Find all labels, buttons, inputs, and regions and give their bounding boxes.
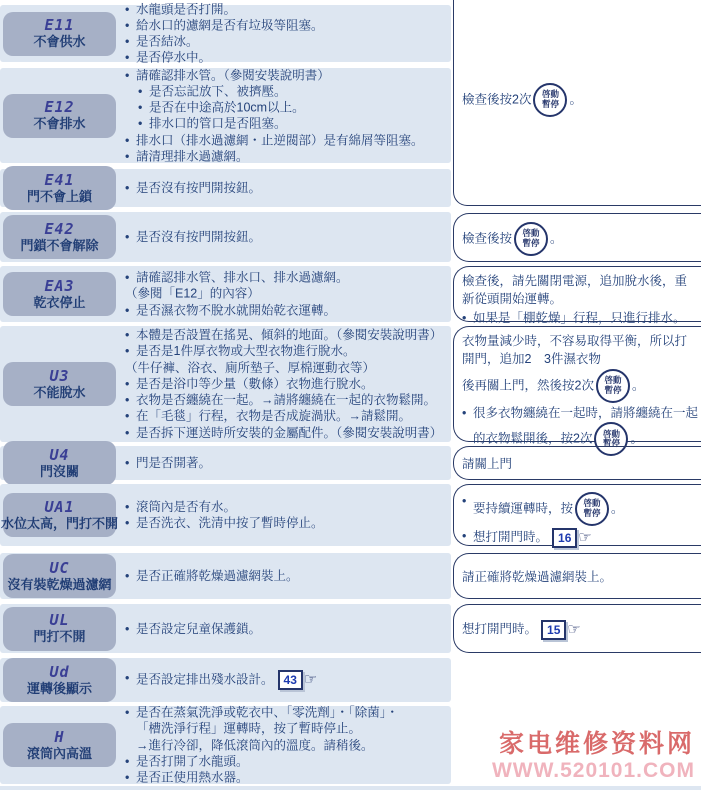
symptom-line: • 滾筒內是否有水。 <box>125 499 447 515</box>
symptom-line: • 是否正確將乾燥過濾網裝上。 <box>125 568 447 584</box>
error-code: Ud <box>49 662 70 681</box>
error-code-label: 門不會上鎖 <box>26 188 92 204</box>
page-ref-badge <box>541 619 581 641</box>
error-code-box <box>3 166 116 210</box>
error-row <box>0 169 451 207</box>
action-cell <box>453 0 701 206</box>
start-pause-button-icon: 啓動 暫停 <box>594 422 628 456</box>
error-code-box <box>3 658 116 702</box>
error-code: E42 <box>44 219 75 238</box>
error-row <box>0 553 451 599</box>
start-pause-button-icon: 啓動 暫停 <box>514 222 548 256</box>
error-code: UL <box>49 611 70 630</box>
symptom-line: • 是否設定兒童保護鎖。 <box>125 620 447 636</box>
error-code-label: 運轉後顯示 <box>26 680 92 696</box>
symptom-line: • 在「毛毯」行程，衣物是否成旋渦狀。→請鬆開。 <box>125 408 447 424</box>
pointing-hand-icon: ☞ <box>578 529 592 546</box>
action-cell-content <box>454 614 583 644</box>
error-code: E11 <box>44 16 75 35</box>
error-code-label: 不會供水 <box>33 34 86 50</box>
action-line: 請正確將乾燥過濾網裝上。 <box>462 569 613 584</box>
symptom-line: • 是否正使用熱水器。 <box>125 769 447 785</box>
error-code-label: 門鎖不會解除 <box>20 237 99 253</box>
pointing-hand-icon: ☞ <box>567 620 581 638</box>
action-cell <box>453 553 701 599</box>
page-ref-number: 16 <box>552 528 577 548</box>
error-code: EA3 <box>44 276 75 295</box>
symptom-list <box>125 499 447 532</box>
symptom-line: • 是否忘記放下、被擠壓。 <box>125 83 447 99</box>
symptom-line: • 排水口的管口是否阻塞。 <box>125 116 447 132</box>
error-code-label: 沒有裝乾燥過濾網 <box>7 576 112 592</box>
symptom-line: • 是否是浴巾等少量（數條）衣物進行脫水。 <box>125 376 447 392</box>
symptom-line: • 是否停水中。 <box>125 50 447 66</box>
symptom-list <box>125 67 447 165</box>
action-line: 檢查後按 啓動 暫停 。 <box>462 222 563 256</box>
error-row <box>0 484 451 546</box>
error-code: E12 <box>44 98 75 117</box>
pointing-hand-icon: ☞ <box>303 671 318 689</box>
symptom-line: • 給水口的濾網是否有垃圾等阻塞。 <box>125 17 447 33</box>
watermark-site-name: 家电维修资料网 <box>498 729 695 758</box>
action-cell <box>453 484 701 546</box>
error-code-box <box>3 12 116 56</box>
action-line: • 很多衣物纏繞在一起時，請將纏繞在一起的衣物鬆開後，按2次 啓動 暫停 。 <box>462 404 699 456</box>
error-code-box <box>3 362 116 406</box>
page-ref-number: 15 <box>541 620 566 640</box>
symptom-line: • 請清理排水過濾網。 <box>125 148 447 164</box>
symptom-line: • 是否濕衣物不脫水就開始乾衣運轉。 <box>125 302 447 318</box>
error-row <box>0 212 451 262</box>
symptom-line: • 排水口（排水過濾網・止逆閥部）是有綿屑等阻塞。 <box>125 132 447 148</box>
error-code-box <box>3 723 116 767</box>
error-code-label: 不會排水 <box>33 116 86 132</box>
start-pause-button-icon: 啓動 暫停 <box>596 369 630 403</box>
action-line: • 想打開門時。 16 ☞ <box>462 527 699 549</box>
symptom-list <box>125 455 447 471</box>
error-code-label: 水位太高，門打不開 <box>1 515 119 531</box>
symptom-line: • 是否沒有按門開按鈕。 <box>125 229 447 245</box>
error-code-box <box>3 94 116 138</box>
error-code-label: 滾筒內高溫 <box>26 745 92 761</box>
symptom-list <box>125 568 447 584</box>
symptom-line: • 門是否開著。 <box>125 455 447 471</box>
error-code-label: 門沒關 <box>39 463 79 479</box>
symptom-line: • 是否是1件厚衣物或大型衣物進行脫水。 <box>125 343 447 359</box>
symptom-line: • 是否洗衣、洗清中按了暫時停止。 <box>125 515 447 531</box>
error-code: U3 <box>49 366 70 385</box>
symptom-line: • 是否在蒸氣洗淨或乾衣中、「零洗劑」・「除菌」・ <box>125 704 447 720</box>
symptom-list <box>125 180 447 196</box>
action-line: 檢查後，請先關閉電源，追加脫水後，重新從頭開始運轉。 <box>462 274 688 307</box>
symptom-line: • 水龍頭是否打開。 <box>125 1 447 17</box>
symptom-list <box>125 327 447 441</box>
start-pause-button-icon: 啓動 暫停 <box>533 83 567 117</box>
symptom-line: • 是否沒有按門開按鈕。 <box>125 180 447 196</box>
action-cell-content <box>454 267 701 330</box>
symptom-list <box>125 270 447 319</box>
page-ref-badge <box>278 670 318 690</box>
action-cell-content <box>454 327 701 459</box>
symptom-line: （參閱「E12」的內容） <box>125 286 260 301</box>
error-row <box>0 326 451 442</box>
error-row <box>0 446 451 480</box>
page-ref-badge <box>552 527 592 549</box>
symptom-line: • 衣物是否纏繞在一起。→請將纏繞在一起的衣物鬆開。 <box>125 392 447 408</box>
symptom-line: • 請確認排水管。（參閱安裝說明書） <box>125 67 447 83</box>
error-code-label: 門打不開 <box>33 629 86 645</box>
action-cell-content <box>454 217 565 259</box>
error-code-box <box>3 441 116 485</box>
symptom-line: →進行冷卻，降低滾筒內的溫度。請稍後。 <box>136 737 374 752</box>
error-code-box <box>3 554 116 598</box>
error-code-box <box>3 272 116 316</box>
error-row <box>0 68 451 163</box>
symptom-line: • 是否在中途高於10cm以上。 <box>125 99 447 115</box>
watermark <box>492 730 695 783</box>
error-code-label: 乾衣停止 <box>33 294 86 310</box>
symptom-list <box>125 229 447 245</box>
error-code: UA1 <box>44 497 75 516</box>
page-ref-number: 43 <box>278 670 303 690</box>
symptom-line: （牛仔褲、浴衣、廁所墊子、厚棉運動衣等） <box>125 360 376 375</box>
error-code: E41 <box>44 170 75 189</box>
error-code-box <box>1 493 119 537</box>
action-line: 檢查後按2次 啓動 暫停 。 <box>462 83 699 117</box>
symptom-line: • 本體是否設置在搖晃、傾斜的地面。（參閱安裝說明書） <box>125 327 447 343</box>
start-pause-button-icon: 啓動 暫停 <box>575 492 609 526</box>
symptom-list <box>125 620 447 636</box>
symptom-line: • 是否結冰。 <box>125 34 447 50</box>
action-cell <box>453 213 701 262</box>
action-line: 想打開門時。 15 ☞ <box>462 619 581 641</box>
action-cell <box>453 266 701 326</box>
error-code-label: 不能脫水 <box>33 384 86 400</box>
action-line: • 如果是「棚乾燥」行程，只進行排水。 <box>462 309 699 327</box>
error-row <box>0 658 451 702</box>
symptom-line: • 請確認排水管、排水口、排水過濾網。 <box>125 270 447 286</box>
symptom-list <box>125 1 447 66</box>
symptom-line: • 是否設定排出殘水設計。 43 ☞ <box>125 670 447 690</box>
symptom-line: 「槽洗淨行程」運轉時，按了暫時停止。 <box>136 721 362 736</box>
action-cell <box>453 326 701 449</box>
error-code-box <box>3 607 116 651</box>
symptom-list <box>125 670 447 690</box>
error-row <box>0 266 451 322</box>
action-cell-content <box>454 0 701 120</box>
action-cell-content <box>454 450 514 476</box>
action-line: 後再關上門，然後按2次 啓動 暫停 。 <box>462 369 699 403</box>
action-line: 衣物量減少時，不容易取得平衡，所以打開門，追加2 3件濕衣物 <box>462 334 688 367</box>
error-row <box>0 2 451 65</box>
next-row-edge <box>0 786 701 790</box>
action-cell <box>453 446 701 480</box>
error-code: H <box>54 727 65 746</box>
action-cell-content <box>454 485 701 552</box>
error-code: UC <box>49 558 70 577</box>
error-code: U4 <box>49 445 70 464</box>
error-row <box>0 706 451 784</box>
action-cell-content <box>454 563 614 589</box>
action-line: • 要持續運轉時，按 啓動 暫停 。 <box>462 492 699 526</box>
action-cell <box>453 604 701 653</box>
symptom-line: • 是否拆下運送時所安裝的金屬配件。（參閱安裝說明書） <box>125 425 447 441</box>
error-code-box <box>3 215 116 259</box>
symptom-list <box>125 704 447 785</box>
error-row <box>0 604 451 653</box>
symptom-line: • 是否打開了水龍頭。 <box>125 753 447 769</box>
action-line: 請關上門 <box>462 456 513 471</box>
watermark-site-url: WWW.520101.COM <box>491 758 695 782</box>
